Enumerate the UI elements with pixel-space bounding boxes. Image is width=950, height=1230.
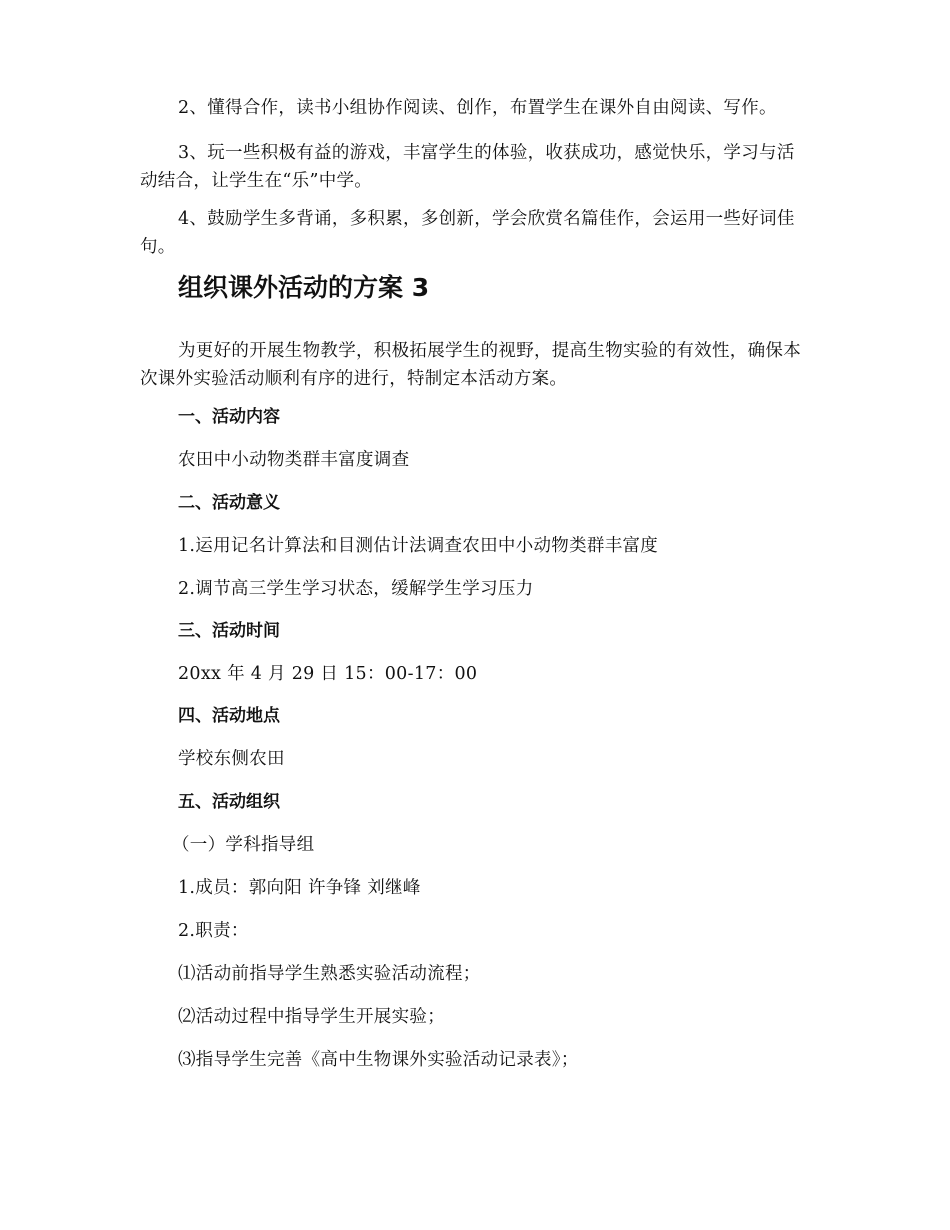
organization-members: 1.成员：郭向阳 许争锋 刘继峰: [178, 878, 421, 898]
content-heading: 一、活动内容: [178, 407, 280, 427]
intro-item-2: 2、懂得合作，读书小组协作阅读、创作，布置学生在课外自由阅读、写作。: [178, 98, 777, 118]
significance-item-1: 1.运用记名计算法和目测估计法调查农田中小动物类群丰富度: [178, 536, 659, 556]
intro-item-3: 3、玩一些积极有益的游戏，丰富学生的体验，收获成功，感觉快乐，学习与活动结合，让学生在“乐”中学。: [140, 143, 795, 191]
location-heading: 四、活动地点: [178, 706, 280, 726]
significance-heading: 二、活动意义: [178, 493, 280, 513]
location-text: 学校东侧农田: [178, 749, 285, 769]
time-heading: 三、活动时间: [178, 621, 280, 641]
organization-group-title: （一）学科指导组: [172, 835, 315, 855]
content-text: 农田中小动物类群丰富度调查: [178, 450, 410, 470]
duty-item-1: ⑴活动前指导学生熟悉实验活动流程；: [178, 964, 481, 984]
organization-heading: 五、活动组织: [178, 792, 280, 812]
duty-item-3: ⑶指导学生完善《高中生物课外实验活动记录表》；: [178, 1050, 579, 1070]
intro-item-4: 4、鼓励学生多背诵，多积累，多创新，学会欣赏名篇佳作，会运用一些好词佳句。: [140, 209, 795, 257]
time-text: 20xx 年 4 月 29 日 15：00-17：00: [178, 664, 478, 684]
preface-paragraph: 为更好的开展生物教学，积极拓展学生的视野，提高生物实验的有效性，确保本次课外实验活动顺利有序的进行，特制定本活动方案。: [140, 341, 801, 389]
organization-duties-label: 2.职责：: [178, 921, 249, 941]
significance-item-2: 2.调节高三学生学习状态，缓解学生学习压力: [178, 579, 534, 599]
duty-item-2: ⑵活动过程中指导学生开展实验；: [178, 1007, 445, 1027]
section-title: 组织课外活动的方案 3: [178, 273, 430, 302]
